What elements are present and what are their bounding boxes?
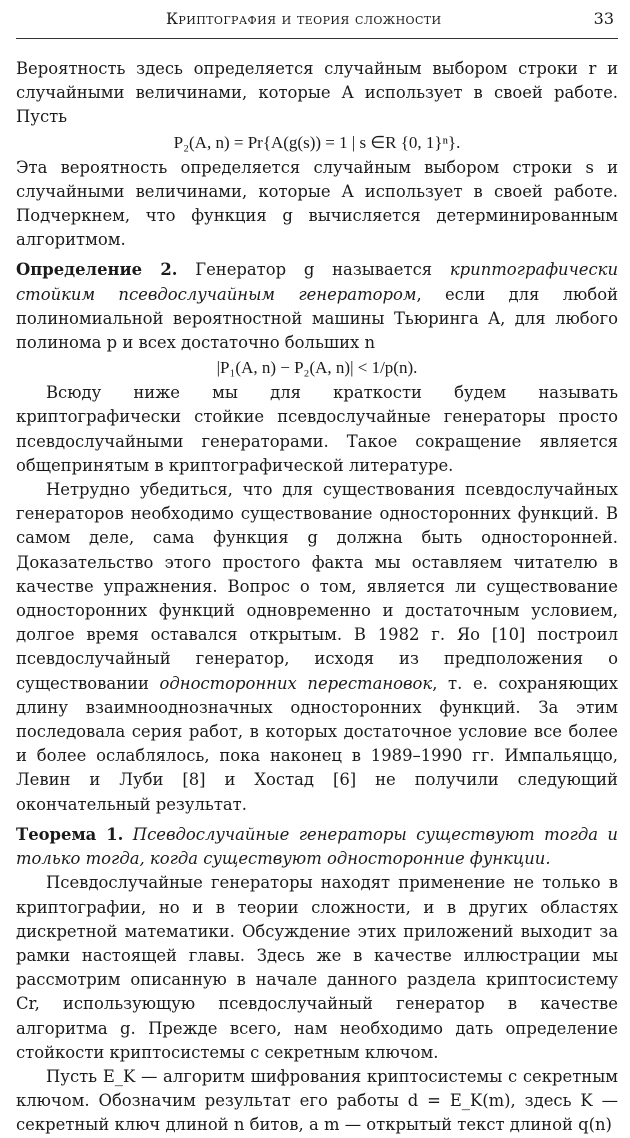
paragraph: Эта вероятность определяется случайным выбором строки s и случайными величинами, которые A использует в своей работе. Подчеркнем, что функция g вычисляется детерминированным алгоритмом. xyxy=(16,157,618,250)
definition-text: Генератор g называется xyxy=(177,260,450,280)
running-title: Криптография и теория сложности xyxy=(166,10,442,28)
definition-text-cont: , если для любой полиномиальной вероятностной машины Тьюринга A, для любого полинома p и всех достаточно больших n xyxy=(16,284,618,353)
formula-p2: P₂(A, n) = Pr{A(g(s)) = 1 | s ∈R {0, 1}ⁿ}. xyxy=(173,132,461,152)
definition-2 xyxy=(16,258,618,355)
paragraph: Всюду ниже мы для краткости будем называть криптографически стойкие псевдослучайные генераторы просто псевдослучайными генераторами. Такое сокращение является общепринятым в криптографической литературе. xyxy=(16,383,618,475)
book-page xyxy=(16,0,618,1138)
theorem-label: Теорема 1. xyxy=(16,824,124,844)
definition-term: криптографически стойким псевдослучайным генератором xyxy=(16,260,619,304)
page-number: 33 xyxy=(593,9,614,28)
paragraph: Псевдослучайные генераторы находят применение не только в криптографии, но и в теории сложности, и в других областях дискретной математики. Обсуждение этих приложений выходит за рамки настоящей главы. Здесь же в качестве иллюстрации мы рассмотрим описанную в начале данного раздела криптосистему Cr, использующую псевдослучайный генератор в качестве алгоритма g. Прежде всего, нам необходимо дать определение стойкости криптосистемы с секретным ключом. xyxy=(16,873,618,1062)
formula-inequality: |P₁(A, n) − P₂(A, n)| < 1/p(n). xyxy=(216,358,418,378)
term-one-way-permutations: односторонних перестановок xyxy=(159,673,433,693)
definition-label: Определение 2. xyxy=(16,260,178,280)
theorem-1 xyxy=(16,823,618,871)
paragraph: Пусть E_K — алгоритм шифрования криптосистемы с секретным ключом. Обозначим результат его работы d = E_K(m), здесь K — секретный ключ длиной n битов, а m — открытый текст длиной q(n) xyxy=(16,1066,618,1135)
running-header xyxy=(16,8,618,39)
paragraph-history: Нетрудно убедиться, что для существования псевдослучайных генераторов необходимо существование односторонних функций. В самом деле, сама функция g должна быть односторонней. Доказательство этого простого факта мы оставляем читателю в качестве упражнения. Вопрос о том, является ли существование односторонних функций одновременно и достаточным условием, долгое время оставался открытым. В 1982 г. Яо [10] построил псевдослучайный генератор, исходя из предположения о существовании односторонних перестановок, т. е. сохраняющих длину взаимнооднозначных односторонних функций. За этим последовала серия работ, в которых достаточное условие все более и более ослаблялось, пока наконец в 1989–1990 гг. Импальяццо, Левин и Луби [8] и Хостад [6] не получили следующий окончательный результат. xyxy=(16,480,618,814)
theorem-text: Псевдослучайные генераторы существуют тогда и только тогда, когда существуют односторонние функции. xyxy=(16,824,618,869)
page-body xyxy=(16,57,618,1138)
paragraph: Вероятность здесь определяется случайным выбором строки r и случайными величинами, которые A использует в своей работе. Пусть xyxy=(16,59,618,127)
